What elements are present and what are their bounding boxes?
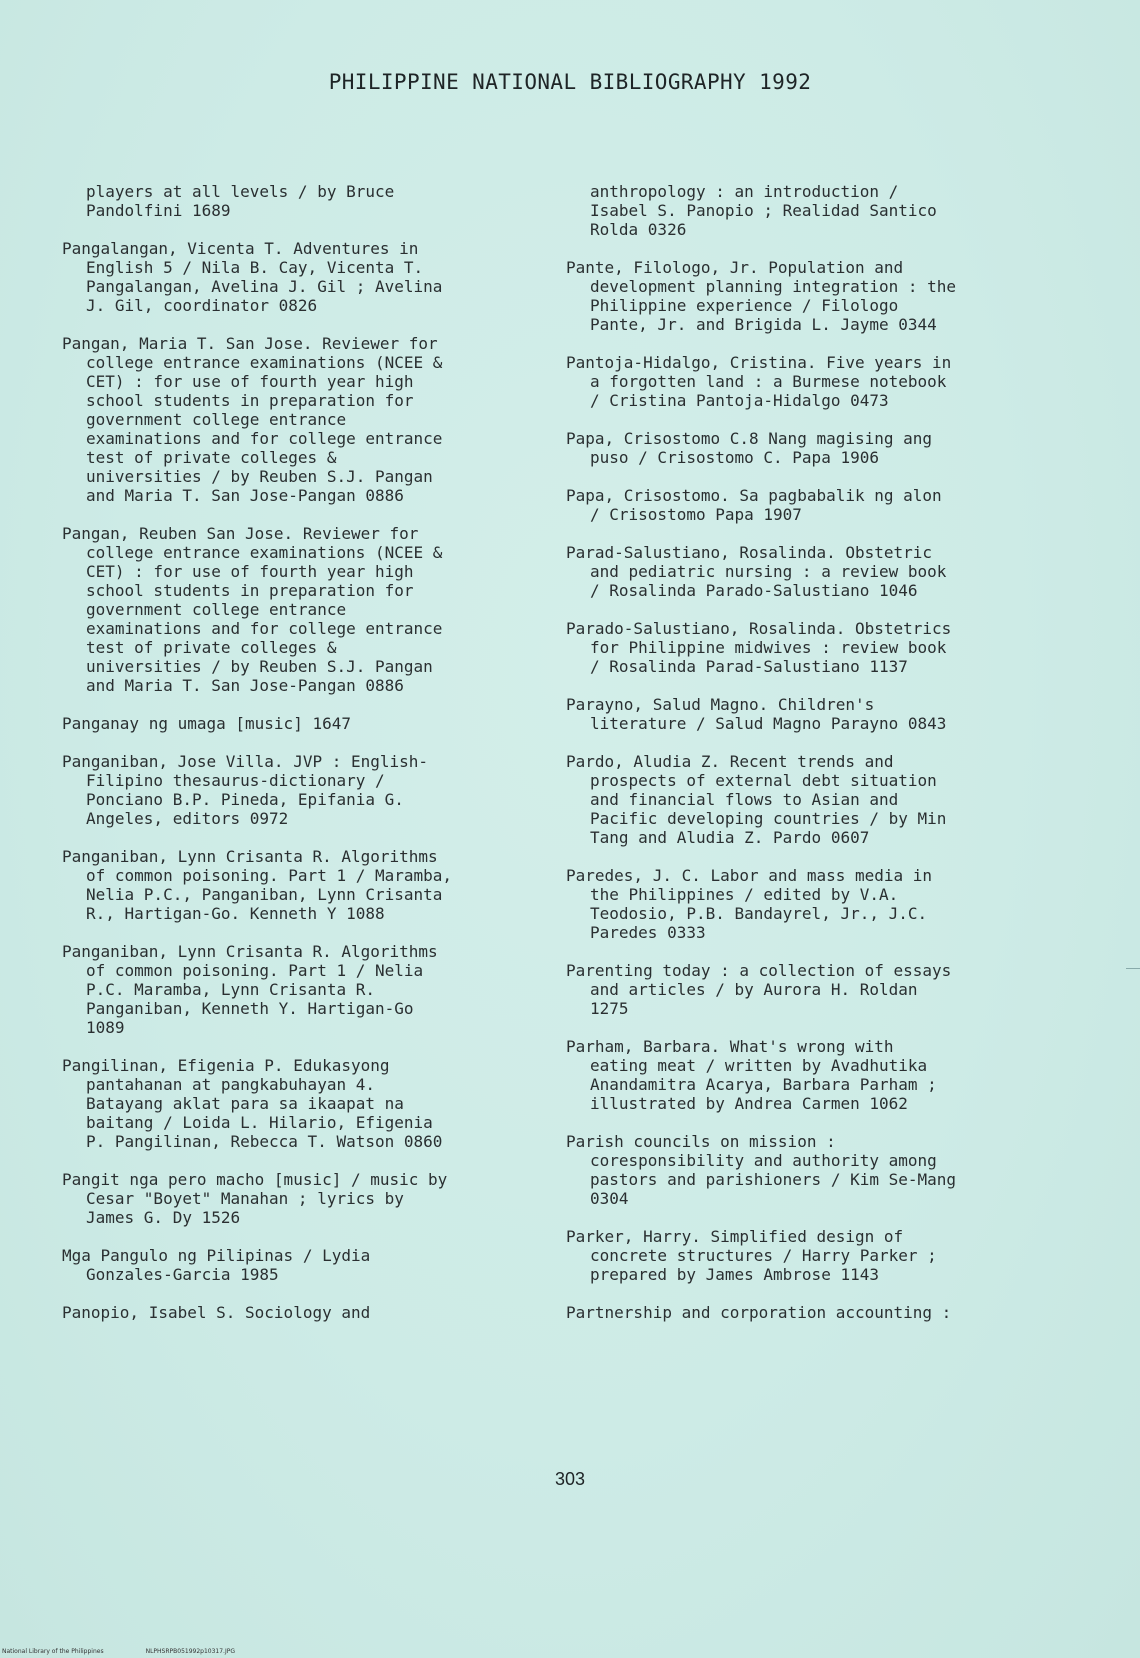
bib-entry-continuation: players at all levels / by Bruce Pandolfini 1689 xyxy=(86,182,395,220)
bib-entry: Parenting today : a collection of essays and articles / by Aurora H. Roldan 1275 xyxy=(566,961,952,1018)
bib-entry: Parham, Barbara. What's wrong with eating meat / written by Avadhutika Anandamitra Acarya, Barbara Parham ; illustrated by Andrea Carmen 1062 xyxy=(566,1037,937,1113)
scan-footer xyxy=(2,1648,277,1655)
library-credit: National Library of the Philippines xyxy=(2,1648,104,1655)
bib-entry: Panopio, Isabel S. Sociology and xyxy=(62,1303,371,1322)
bib-entry: Pangit nga pero macho [music] / music by Cesar "Boyet" Manahan ; lyrics by James G. Dy 1526 xyxy=(62,1170,448,1227)
bib-entry-continuation: anthropology : an introduction / Isabel S. Panopio ; Realidad Santico Rolda 0326 xyxy=(590,182,937,239)
bib-entry: Panganay ng umaga [music] 1647 xyxy=(62,714,351,733)
bib-entry: Pardo, Aludia Z. Recent trends and prospects of external debt situation and financial flows to Asian and Pacific developing countries / by Min Tang and Aludia Z. Pardo 0607 xyxy=(566,752,947,847)
bib-entry: Panganiban, Jose Villa. JVP : English- Filipino thesaurus-dictionary / Ponciano B.P. Pineda, Epifania G. Angeles, editors 0972 xyxy=(62,752,429,828)
bib-entry: Parado-Salustiano, Rosalinda. Obstetrics for Philippine midwives : review book / Rosalinda Parad-Salustiano 1137 xyxy=(566,619,952,676)
page-title: PHILIPPINE NATIONAL BIBLIOGRAPHY 1992 xyxy=(328,70,812,94)
bib-entry: Partnership and corporation accounting : xyxy=(566,1303,952,1322)
bib-entry: Pangalangan, Vicenta T. Adventures in English 5 / Nila B. Cay, Vicenta T. Pangalangan, Avelina J. Gil ; Avelina J. Gil, coordinator 0826 xyxy=(62,239,443,315)
bib-entry: Papa, Crisostomo. Sa pagbabalik ng alon / Crisostomo Papa 1907 xyxy=(566,486,942,524)
bib-entry: Pangan, Reuben San Jose. Reviewer for college entrance examinations (NCEE & CET) : for use of fourth year high school students in preparation for government college entrance examinations and for college entrance test of private colleges & universities / by Reuben S.J. Pangan and Maria T. San Jose-Pangan 0886 xyxy=(62,524,443,695)
margin-mark xyxy=(1126,968,1140,969)
bib-entry: Pangilinan, Efigenia P. Edukasyong pantahanan at pangkabuhayan 4. Batayang aklat para sa ikaapat na baitang / Loida L. Hilario, Efigenia P. Pangilinan, Rebecca T. Watson 0860 xyxy=(62,1056,443,1151)
bib-entry: Parish councils on mission : coresponsibility and authority among pastors and parishioners / Kim Se-Mang 0304 xyxy=(566,1132,957,1208)
bib-entry: Parker, Harry. Simplified design of concrete structures / Harry Parker ; prepared by James Ambrose 1143 xyxy=(566,1227,937,1284)
bib-entry: Paredes, J. C. Labor and mass media in the Philippines / edited by V.A. Teodosio, P.B. Bandayrel, Jr., J.C. Paredes 0333 xyxy=(566,866,933,942)
bib-entry: Papa, Crisostomo C.8 Nang magising ang puso / Crisostomo C. Papa 1906 xyxy=(566,429,933,467)
bib-entry: Pangan, Maria T. San Jose. Reviewer for college entrance examinations (NCEE & CET) : for use of fourth year high school students in preparation for government college entrance examinations and for college entrance test of private colleges & universities / by Reuben S.J. Pangan and Maria T. San Jose-Pangan 0886 xyxy=(62,334,443,505)
file-name: NLPHSRPB051992p10317.JPG xyxy=(145,1648,235,1655)
bib-entry: Pante, Filologo, Jr. Population and development planning integration : the Philippine experience / Filologo Pante, Jr. and Brigida L. Jayme 0344 xyxy=(566,258,957,334)
right-column xyxy=(566,182,1036,1341)
bib-entry: Parayno, Salud Magno. Children's literature / Salud Magno Parayno 0843 xyxy=(566,695,947,733)
bib-entry: Parad-Salustiano, Rosalinda. Obstetric and pediatric nursing : a review book / Rosalinda Parado-Salustiano 1046 xyxy=(566,543,947,600)
page-number: 303 xyxy=(554,1469,586,1489)
left-column xyxy=(62,182,532,1341)
bib-entry: Panganiban, Lynn Crisanta R. Algorithms of common poisoning. Part 1 / Nelia P.C. Maramba, Lynn Crisanta R. Panganiban, Kenneth Y. Hartigan-Go 1089 xyxy=(62,942,438,1037)
bib-entry: Panganiban, Lynn Crisanta R. Algorithms of common poisoning. Part 1 / Maramba, Nelia P.C., Panganiban, Lynn Crisanta R., Hartigan-Go. Kenneth Y 1088 xyxy=(62,847,453,923)
bib-entry: Mga Pangulo ng Pilipinas / Lydia Gonzales-Garcia 1985 xyxy=(62,1246,371,1284)
bib-entry: Pantoja-Hidalgo, Cristina. Five years in a forgotten land : a Burmese notebook / Cristina Pantoja-Hidalgo 0473 xyxy=(566,353,952,410)
